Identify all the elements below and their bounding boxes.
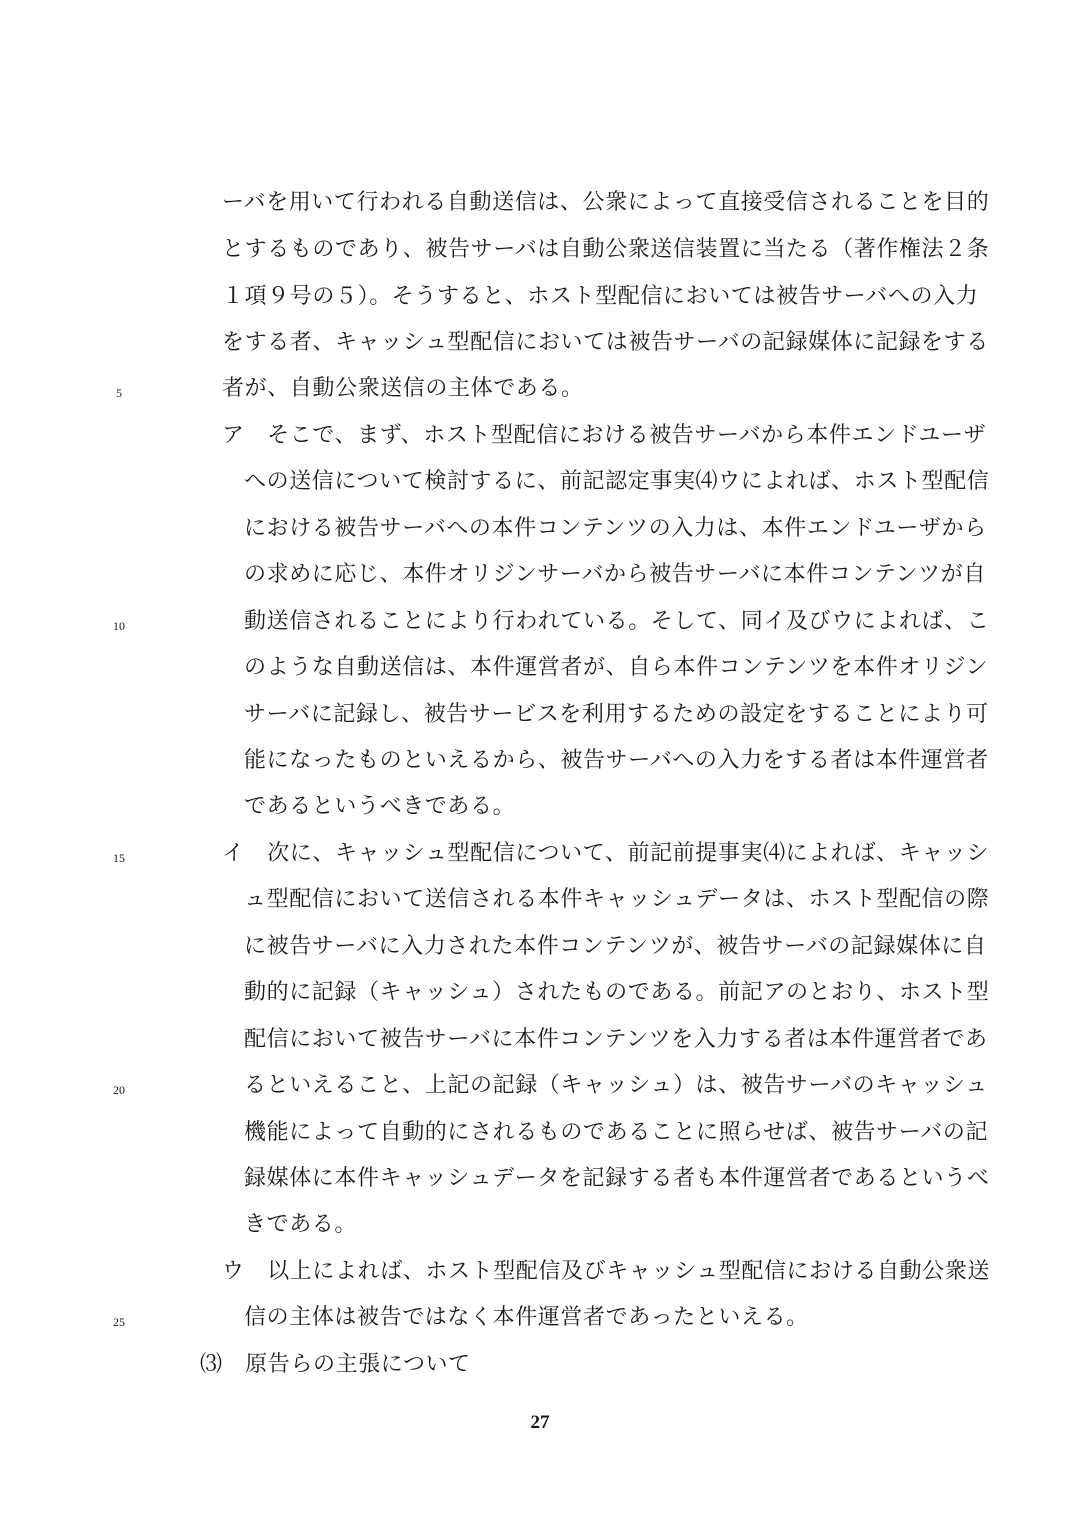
text-line: のような自動送信は、本件運営者が、自ら本件コンテンツを本件オリジン xyxy=(244,655,989,680)
text-line: をする者、キャッシュ型配信においては被告サーバの記録媒体に記録をする xyxy=(222,330,989,355)
text-line: 者が、自動公衆送信の主体である。 xyxy=(222,376,584,401)
line-number: 25 xyxy=(113,1315,125,1329)
text-line: １項９号の５）。そうすると、ホスト型配信においては被告サーバへの入力 xyxy=(222,284,979,309)
text-line: きである。 xyxy=(244,1212,358,1237)
line-number: 20 xyxy=(113,1083,125,1097)
text-line: 機能によって自動的にされるものであることに照らせば、被告サーバの記 xyxy=(244,1120,989,1145)
text-line: の求めに応じ、本件オリジンサーバから被告サーバに本件コンテンツが自 xyxy=(244,562,986,587)
text-line: に被告サーバに入力された本件コンテンツが、被告サーバの記録媒体に自 xyxy=(244,934,987,959)
text-line: であるというべきである。 xyxy=(244,794,516,819)
line-number: 5 xyxy=(116,386,122,400)
line-number: 15 xyxy=(113,851,125,865)
text-line: 信の主体は被告ではなく本件運営者であったといえる。 xyxy=(244,1305,809,1330)
text-line: ウ 以上によれば、ホスト型配信及びキャッシュ型配信における自動公衆送 xyxy=(222,1259,990,1284)
text-line: ーバを用いて行われる自動送信は、公衆によって直接受信されることを目的 xyxy=(222,190,990,215)
line-number: 10 xyxy=(113,619,125,633)
section-heading: ⑶ 原告らの主張について xyxy=(200,1352,471,1377)
text-line: 能になったものといえるから、被告サーバへの入力をする者は本件運営者 xyxy=(244,748,989,773)
text-line: への送信について検討するに、前記認定事実⑷ウによれば、ホスト型配信 xyxy=(244,469,990,494)
text-line: 配信において被告サーバに本件コンテンツを入力する者は本件運営者であ xyxy=(244,1027,988,1052)
text-line: 録媒体に本件キャッシュデータを記録する者も本件運営者であるというべ xyxy=(244,1166,990,1191)
text-line: 動的に記録（キャッシュ）されたものである。前記アのとおり、ホスト型 xyxy=(244,980,990,1005)
text-line: ア そこで、まず、ホスト型配信における被告サーバから本件エンドユーザ xyxy=(222,423,987,448)
text-line: における被告サーバへの本件コンテンツの入力は、本件エンドユーザから xyxy=(244,516,987,541)
page-number: 27 xyxy=(530,1412,550,1433)
text-line: イ 次に、キャッシュ型配信について、前記前提事実⑷によれば、キャッシ xyxy=(222,841,990,866)
text-line: とするものであり、被告サーバは自動公衆送信装置に当たる（著作権法２条 xyxy=(222,237,990,262)
text-line: サーバに記録し、被告サービスを利用するための設定をすることにより可 xyxy=(244,702,989,727)
text-line: 動送信されることにより行われている。そして、同イ及びウによれば、こ xyxy=(244,609,990,634)
text-line: ュ型配信において送信される本件キャッシュデータは、ホスト型配信の際 xyxy=(244,887,990,912)
text-line: るといえること、上記の記録（キャッシュ）は、被告サーバのキャッシュ xyxy=(244,1073,988,1098)
